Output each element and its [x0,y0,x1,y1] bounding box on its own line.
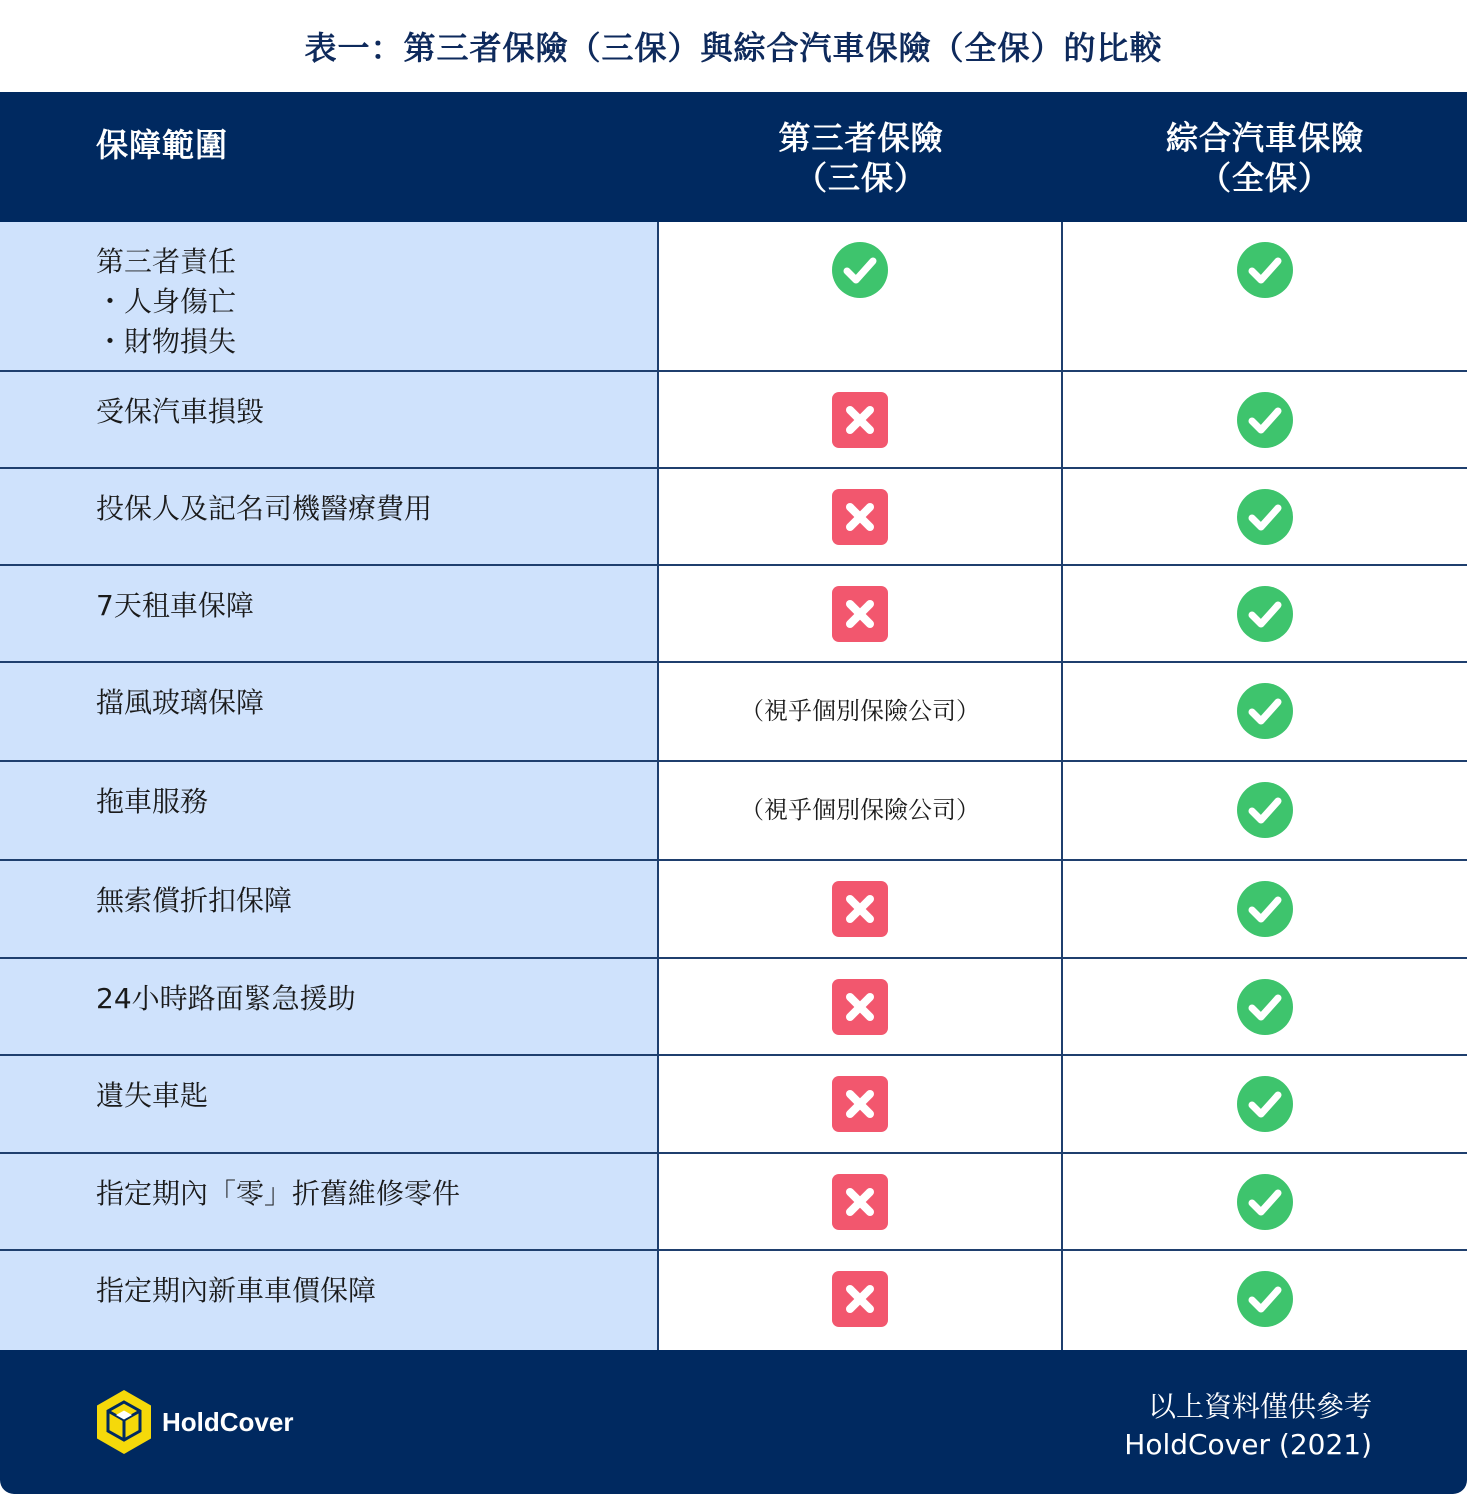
scope-label-line: 拖車服務 [96,785,209,818]
third-party-cell [659,861,1063,957]
check-circle-icon [1237,392,1293,448]
scope-label-line: 投保人及記名司機醫療費用 [96,492,433,525]
third-party-cell [659,566,1063,661]
cross-square-icon [832,979,888,1035]
third-party-cell [659,1251,1063,1350]
scope-label-line: 遺失車匙 [96,1079,209,1112]
comprehensive-cell [1063,1056,1467,1152]
comprehensive-cell [1063,1154,1467,1249]
check-circle-icon [1237,881,1293,937]
header-comprehensive-line2: （全保） [1198,159,1331,197]
disclaimer [1124,1388,1372,1464]
check-circle-icon [1237,586,1293,642]
scope-cell [0,663,659,760]
third-party-cell [659,762,1063,859]
scope-label-line: 受保汽車損毀 [96,395,265,428]
scope-label [96,1271,376,1311]
table-row [0,959,1467,1056]
scope-label-line: 指定期內「零」折舊維修零件 [96,1177,461,1210]
check-circle-icon [832,242,888,298]
header-comprehensive-line1: 綜合汽車保險 [1165,119,1364,157]
third-party-cell [659,663,1063,760]
scope-label-line: 24小時路面緊急援助 [96,982,356,1015]
table-row [0,663,1467,762]
cross-square-icon [832,1271,888,1327]
check-circle-icon [1237,683,1293,739]
comprehensive-cell [1063,222,1467,370]
check-circle-icon [1237,489,1293,545]
third-party-cell [659,469,1063,564]
brand-name: HoldCover [162,1407,294,1437]
table-row [0,861,1467,959]
scope-label-line: 7天租車保障 [96,589,254,622]
table-row [0,469,1467,566]
disclaimer-line1: 以上資料僅供參考 [1147,1390,1372,1423]
comparison-table [0,222,1467,1350]
scope-label [96,242,236,362]
scope-cell [0,372,659,467]
scope-cell [0,861,659,957]
header-third-party [659,118,1063,198]
scope-cell [0,222,659,370]
scope-label [96,881,292,921]
cross-square-icon [832,881,888,937]
third-party-cell [659,1056,1063,1152]
scope-label [96,1174,460,1214]
table-row [0,1056,1467,1154]
scope-cell [0,1251,659,1350]
scope-label-line: 無索償折扣保障 [96,884,293,917]
scope-cell [0,1056,659,1152]
third-party-cell [659,222,1063,370]
table-row [0,762,1467,861]
scope-cell [0,959,659,1054]
scope-label-line: ・人身傷亡 [96,285,237,318]
header-comprehensive [1063,118,1467,198]
scope-label-line: 擋風玻璃保障 [96,686,265,719]
check-circle-icon [1237,1271,1293,1327]
disclaimer-source: HoldCover (2021) [1124,1428,1372,1461]
comprehensive-cell [1063,762,1467,859]
cross-square-icon [832,586,888,642]
scope-label [96,683,264,723]
third-party-cell [659,959,1063,1054]
scope-cell [0,1154,659,1249]
scope-cell [0,566,659,661]
scope-label-line: 第三者責任 [96,245,237,278]
comprehensive-cell [1063,372,1467,467]
cross-square-icon [832,1076,888,1132]
comprehensive-cell [1063,959,1467,1054]
cross-square-icon [832,392,888,448]
table-row [0,372,1467,469]
holdcover-logo-icon [94,1388,154,1456]
check-circle-icon [1237,1174,1293,1230]
comprehensive-cell [1063,861,1467,957]
header-third-party-line1: 第三者保險 [778,119,944,157]
scope-label [96,782,208,822]
scope-cell [0,469,659,564]
check-circle-icon [1237,242,1293,298]
cross-square-icon [832,1174,888,1230]
table-row [0,566,1467,663]
check-circle-icon [1237,979,1293,1035]
comprehensive-cell [1063,1251,1467,1350]
third-party-note: （視乎個別保險公司） [740,796,980,824]
scope-cell [0,762,659,859]
header-scope: 保障範圍 [96,126,229,164]
header-third-party-line2: （三保） [794,159,927,197]
table-row [0,222,1467,372]
scope-label [96,489,432,529]
third-party-note: （視乎個別保險公司） [740,697,980,725]
table-row [0,1154,1467,1251]
table-row [0,1251,1467,1350]
check-circle-icon [1237,1076,1293,1132]
scope-label [96,979,356,1019]
table-header [0,92,1467,222]
page-title: 表一：第三者保險（三保）與綜合汽車保險（全保）的比較 [304,29,1163,67]
scope-label-line: 指定期內新車車價保障 [96,1274,377,1307]
third-party-cell [659,372,1063,467]
scope-label [96,392,264,432]
scope-label-line: ・財物損失 [96,325,237,358]
footer [0,1350,1467,1494]
cross-square-icon [832,489,888,545]
scope-label [96,1076,208,1116]
comprehensive-cell [1063,469,1467,564]
comprehensive-cell [1063,663,1467,760]
check-circle-icon [1237,782,1293,838]
comprehensive-cell [1063,566,1467,661]
third-party-cell [659,1154,1063,1249]
scope-label [96,586,254,626]
